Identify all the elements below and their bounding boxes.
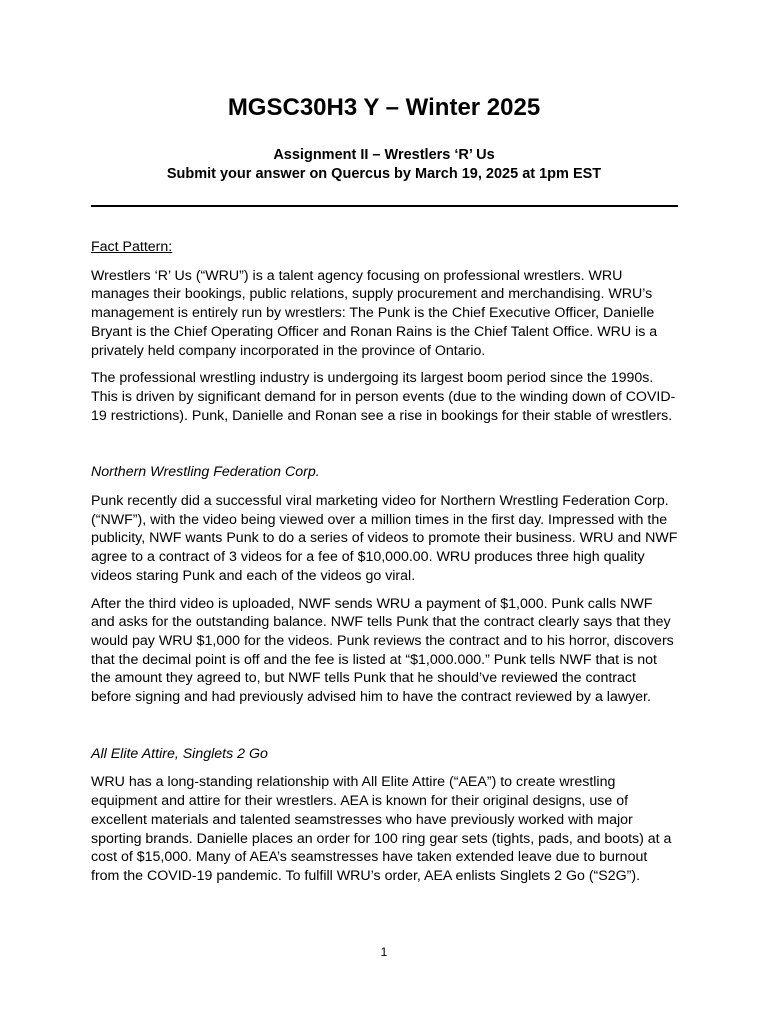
submission-instructions: Submit your answer on Quercus by March 19, 2025 at 1pm EST: [166, 166, 602, 182]
document-title: MGSC30H3 Y – Winter 2025: [227, 94, 541, 121]
paragraph: Wrestlers ‘R’ Us (“WRU”) is a talent agency focusing on professional wrestlers. WRU manages their bookings, public relations, supply procurement and merchandising. WRU’s management is entirely run by wrestlers: The Punk is the Chief Executive Officer, Danielle Bryant is the Chief Operating Officer and Ronan Rains is the Chief Talent Office. WRU is a privately held company incorporated in the province of Ontario.: [91, 267, 658, 359]
paragraph: The professional wrestling industry is undergoing its largest boom period since the 1990s. This is driven by significant demand for in person events (due to the winding down of COVID-19 restrictions). Punk, Danielle and Ronan see a rise in bookings for their stable of wrestlers.: [91, 370, 676, 424]
paragraph: Punk recently did a successful viral marketing video for Northern Wrestling Federation Corp. (“NWF”), with the video being viewed over a million times in the first day. Impressed with the publicity, NWF wants Punk to do a series of videos to promote their business. WRU and NWF agree to a contract of 3 videos for a fee of $10,000.00. WRU produces three high quality videos staring Punk and each of the videos go viral.: [91, 493, 678, 584]
section-heading-aea: All Elite Attire, Singlets 2 Go: [91, 745, 268, 762]
document-body: [91, 238, 678, 886]
assignment-title: Assignment II – Wrestlers ‘R’ Us: [273, 147, 495, 163]
paragraph: After the third video is uploaded, NWF sends WRU a payment of $1,000. Punk calls NWF and asks for the outstanding balance. NWF tells Punk that the contract clearly says that they would pay WRU $1,000 for the videos. Punk reviews the contract and to his horror, discovers that the decimal point is off and the fee is listed at “$1,000.000.” Punk tells NWF that is not the amount they agreed to, but NWF tells Punk that he should’ve reviewed the contract before signing and had previously advised him to have the contract reviewed by a lawyer.: [91, 595, 674, 706]
section-heading-fact-pattern: Fact Pattern:: [91, 239, 173, 255]
horizontal-rule: [91, 205, 678, 207]
section-heading-nwf: Northern Wrestling Federation Corp.: [91, 464, 320, 481]
page-number: 1: [380, 945, 388, 959]
paragraph: WRU has a long-standing relationship with All Elite Attire (“AEA”) to create wrestling equipment and attire for their wrestlers. AEA is known for their original designs, use of excellent materials and talented seamstresses who have previously worked with major sporting brands. Danielle places an order for 100 ring gear sets (tights, pads, and boots) at a cost of $15,000. Many of AEA’s seamstresses have taken extended leave due to burnout from the COVID-19 pandemic. To fulfill WRU’s order, AEA enlists Singlets 2 Go (“S2G”).: [91, 774, 672, 884]
